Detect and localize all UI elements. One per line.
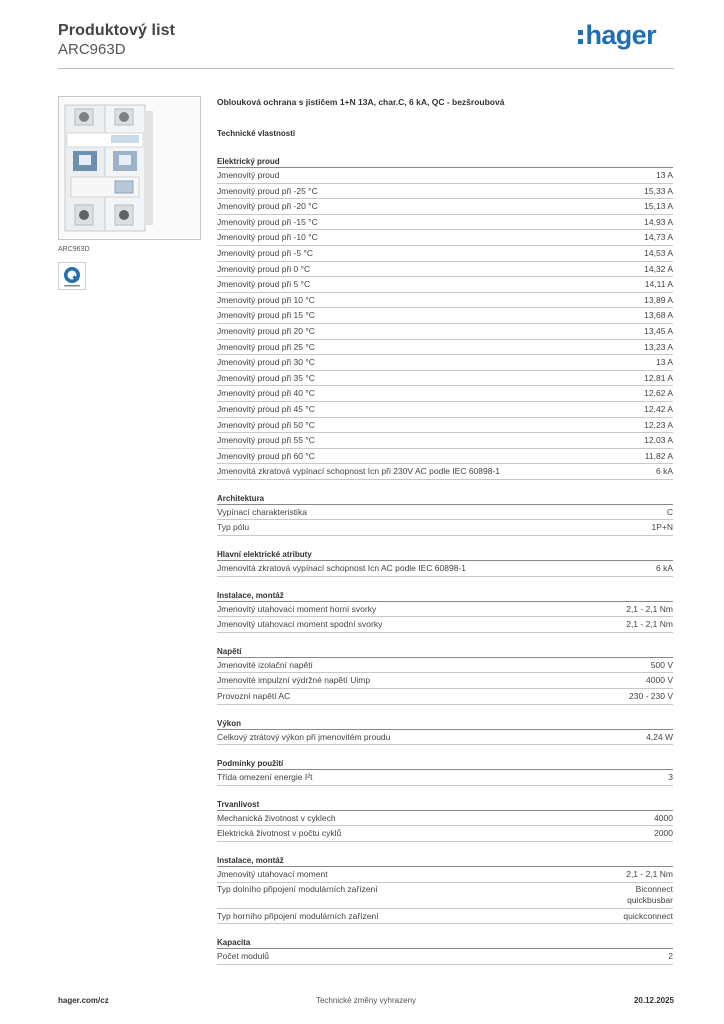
spec-row <box>217 308 673 324</box>
spec-label: Jmenovitý proud při 25 °C <box>217 341 315 352</box>
spec-value: 230 - 230 V <box>629 691 673 702</box>
spec-value: 15,13 A <box>644 201 673 212</box>
spec-group-title: Architektura <box>217 492 673 505</box>
image-caption: ARC963D <box>58 246 90 253</box>
product-sidebar <box>58 96 201 290</box>
footer-date: 20.12.2025 <box>633 996 674 1005</box>
spec-row <box>217 449 673 465</box>
spec-label: Jmenovitý proud při -25 °C <box>217 185 318 196</box>
spec-row <box>217 230 673 246</box>
brand-name: hager <box>585 20 656 50</box>
spec-row <box>217 909 673 925</box>
spec-group <box>217 717 673 746</box>
spec-label: Jmenovitý proud při -20 °C <box>217 201 318 212</box>
spec-value: 12,42 A <box>644 403 673 414</box>
spec-row <box>217 386 673 402</box>
spec-value: 500 V <box>650 659 673 670</box>
spec-row <box>217 730 673 746</box>
spec-group-title: Podmínky použití <box>217 757 673 770</box>
spec-label: Jmenovitý proud <box>217 170 280 180</box>
technical-properties-title: Technické vlastnosti <box>217 129 296 138</box>
spec-row <box>217 617 673 633</box>
spec-value: 13 A <box>655 170 673 180</box>
spec-row <box>217 324 673 340</box>
spec-row <box>217 246 673 262</box>
spec-label: Elektrická životnost v počtu cyklů <box>217 828 342 839</box>
spec-label: Jmenovitý proud při -15 °C <box>217 216 318 227</box>
spec-value: 2,1 - 2,1 Nm <box>626 603 673 614</box>
spec-label: Typ pólu <box>217 522 250 533</box>
spec-value: 14,32 A <box>644 263 673 274</box>
spec-row <box>217 168 673 184</box>
spec-group <box>217 155 673 480</box>
spec-row <box>217 602 673 618</box>
spec-value: 12,81 A <box>644 372 673 383</box>
spec-label: Typ horního připojení modulárních zařízení <box>217 910 379 921</box>
spec-row <box>217 561 673 577</box>
circuit-breaker-icon <box>59 97 200 239</box>
spec-value: 15,33 A <box>644 185 673 196</box>
spec-row <box>217 464 673 480</box>
logo-dots-icon <box>578 30 583 44</box>
spec-group <box>217 589 673 633</box>
spec-value: 14,53 A <box>644 247 673 258</box>
spec-label: Jmenovité izolační napětí <box>217 659 313 670</box>
spec-value: 2,1 - 2,1 Nm <box>626 869 673 879</box>
spec-row <box>217 883 673 909</box>
spec-label: Jmenovitý proud při -10 °C <box>217 232 318 243</box>
spec-label: Provozní napětí AC <box>217 691 291 702</box>
spec-value: 13,45 A <box>644 325 673 336</box>
spec-row <box>217 689 673 705</box>
spec-row <box>217 520 673 536</box>
spec-label: Celkový ztrátový výkon při jmenovitém proudu <box>217 731 391 742</box>
spec-value: 2,1 - 2,1 Nm <box>626 619 673 630</box>
spec-value: 14,73 A <box>644 232 673 243</box>
spec-label: Jmenovitý proud při 10 °C <box>217 294 315 305</box>
spec-group-title: Instalace, montáž <box>217 589 673 602</box>
spec-label: Jmenovitý proud při 60 °C <box>217 450 315 461</box>
spec-group-title: Výkon <box>217 717 673 730</box>
product-code: ARC963D <box>58 41 126 58</box>
spec-label: Jmenovitý proud při 15 °C <box>217 310 315 321</box>
spec-label: Mechanická životnost v cyklech <box>217 812 336 823</box>
spec-value: 3 <box>668 772 673 783</box>
footer-notice: Technické změny vyhrazeny <box>315 996 417 1005</box>
spec-row <box>217 371 673 387</box>
spec-value: 13,89 A <box>644 294 673 305</box>
spec-label: Jmenovitý proud při 50 °C <box>217 419 315 430</box>
spec-row <box>217 402 673 418</box>
spec-row <box>217 418 673 434</box>
spec-value: 14,93 A <box>644 216 673 227</box>
spec-label: Jmenovitý utahovací moment spodní svorky <box>217 619 383 630</box>
spec-row <box>217 340 673 356</box>
spec-label: Vypínací charakteristika <box>217 506 307 517</box>
spec-value: Biconnect quickbusbar <box>627 883 673 906</box>
spec-group <box>217 492 673 536</box>
spec-value: C <box>666 506 673 517</box>
spec-label: Jmenovitý proud při 45 °C <box>217 403 315 414</box>
spec-label: Jmenovitý utahovací moment <box>217 869 328 879</box>
spec-label: Jmenovitý proud při 20 °C <box>217 325 315 336</box>
spec-row <box>217 184 673 200</box>
spec-row <box>217 811 673 827</box>
spec-row <box>217 867 673 883</box>
spec-label: Třída omezení energie I²t <box>217 772 313 783</box>
spec-label: Jmenovitý proud při 55 °C <box>217 435 315 446</box>
spec-row <box>217 673 673 689</box>
spec-row <box>217 199 673 215</box>
spec-value: 14,11 A <box>644 279 673 290</box>
spec-label: Jmenovitý utahovací moment horní svorky <box>217 603 377 614</box>
spec-value: 12,03 A <box>644 435 673 446</box>
spec-row <box>217 505 673 521</box>
spec-label: Typ dolního připojení modulárních zařízení <box>217 883 378 894</box>
spec-row <box>217 277 673 293</box>
spec-value: 4000 V <box>646 675 673 686</box>
spec-value: 13,23 A <box>644 341 673 352</box>
spec-value: 12,23 A <box>644 419 673 430</box>
spec-group-title: Hlavní elektrické atributy <box>217 548 673 561</box>
page-header <box>58 20 674 70</box>
spec-row <box>217 658 673 674</box>
spec-value: 12,62 A <box>644 388 673 399</box>
spec-group <box>217 757 673 786</box>
spec-group-title: Napětí <box>217 645 673 658</box>
specifications <box>217 95 673 965</box>
spec-value: 2000 <box>654 828 673 839</box>
spec-groups <box>217 155 673 965</box>
spec-label: Jmenovitá zkratová vypínací schopnost Icn při 230V AC podle IEC 60898-1 <box>217 466 501 477</box>
spec-label: Jmenovitý proud při 0 °C <box>217 263 311 274</box>
header-divider <box>58 68 674 69</box>
document-title: Produktový list <box>58 22 176 39</box>
spec-row <box>217 215 673 231</box>
spec-value: 13 A <box>655 357 673 368</box>
spec-value: 2 <box>668 951 673 962</box>
spec-value: quickconnect <box>623 910 673 921</box>
spec-label: Počet modulů <box>217 951 269 962</box>
spec-row <box>217 355 673 371</box>
spec-row <box>217 262 673 278</box>
spec-value: 13,68 A <box>644 310 673 321</box>
spec-label: Jmenovitý proud při 5 °C <box>217 279 311 290</box>
spec-label: Jmenovitý proud při 40 °C <box>217 388 315 399</box>
spec-group-title: Kapacita <box>217 936 673 949</box>
product-description: Oblouková ochrana s jističem 1+N 13A, char.C, 6 kA, QC - bezšroubová <box>217 97 505 107</box>
spec-group-title: Trvanlivost <box>217 798 673 811</box>
footer-website[interactable]: hager.com/cz <box>58 996 109 1005</box>
spec-label: Jmenovitý proud při 30 °C <box>217 357 315 368</box>
spec-group <box>217 854 673 924</box>
product-image <box>58 96 201 240</box>
spec-group <box>217 798 673 842</box>
spec-value: 4,24 W <box>646 731 673 742</box>
spec-label: Jmenovité impulzní výdržné napětí Uimp <box>217 675 371 686</box>
spec-value: 4000 <box>654 812 673 823</box>
spec-value: 1P+N <box>651 522 673 533</box>
spec-row <box>217 770 673 786</box>
spec-group <box>217 548 673 577</box>
quality-badge-icon <box>58 262 86 290</box>
spec-value: 6 kA <box>655 563 673 574</box>
spec-label: Jmenovitý proud při -5 °C <box>217 247 313 258</box>
spec-group-title: Elektrický proud <box>217 155 673 168</box>
spec-label: Jmenovitá zkratová vypínací schopnost Icn AC podle IEC 60898-1 <box>217 563 466 574</box>
brand-logo[interactable] <box>578 20 656 51</box>
spec-group <box>217 936 673 965</box>
spec-group <box>217 645 673 705</box>
spec-value: 11,82 A <box>644 450 673 461</box>
spec-row <box>217 826 673 842</box>
spec-row <box>217 433 673 449</box>
spec-row <box>217 293 673 309</box>
spec-row <box>217 949 673 965</box>
spec-label: Jmenovitý proud při 35 °C <box>217 372 315 383</box>
spec-value: 6 kA <box>655 466 673 477</box>
spec-group-title: Instalace, montáž <box>217 854 673 867</box>
